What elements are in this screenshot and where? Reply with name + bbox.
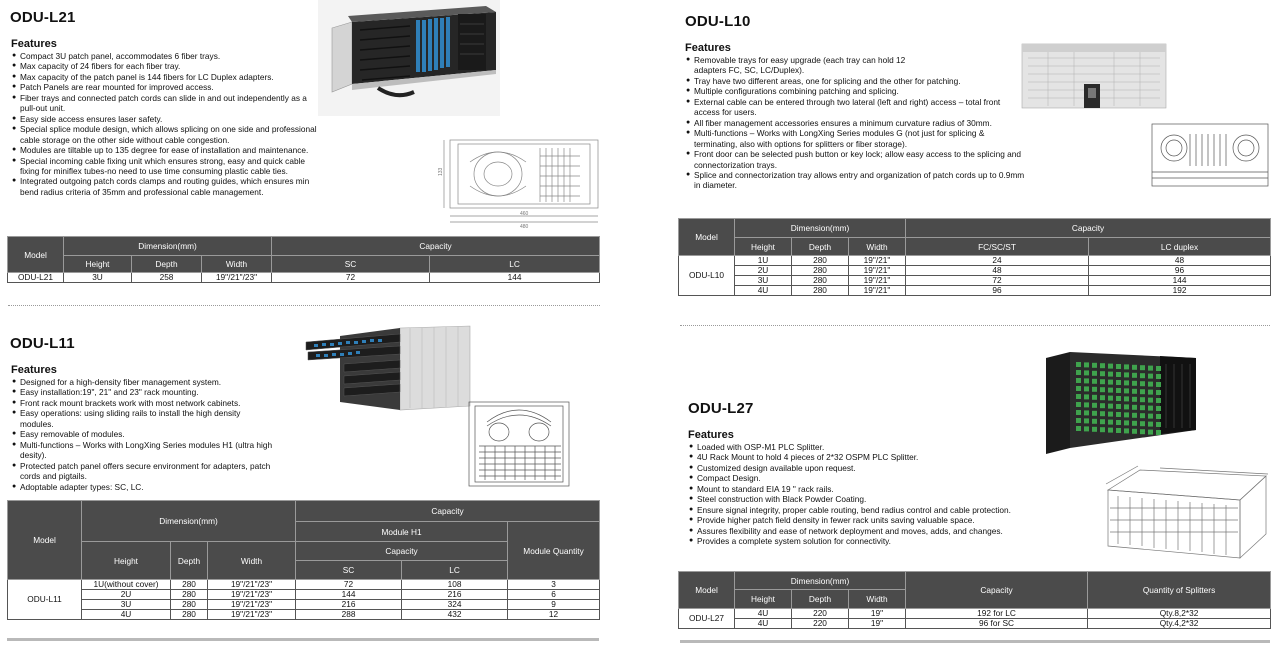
cell-lc: 216: [402, 590, 508, 600]
adapter-mark: [1092, 411, 1097, 416]
col-lc: LC: [430, 256, 600, 273]
adapter-mark: [1116, 396, 1121, 401]
adapter-mark: [1076, 378, 1081, 383]
l11-features-list: [12, 377, 274, 492]
cell-sc: 288: [296, 610, 402, 620]
feature-item: ● Designed for a high-density fiber management system.: [12, 377, 274, 387]
adapter-mark: [1148, 382, 1153, 387]
col-capacity: Capacity: [906, 219, 1271, 238]
adapter-mark: [1148, 406, 1153, 411]
l10-features-title: Features: [685, 42, 731, 54]
table-row: [8, 273, 600, 283]
col-height: Height: [64, 256, 132, 273]
l27-features-list: [689, 442, 1049, 547]
col-depth: Depth: [792, 238, 849, 256]
feature-item: ● Multi-functions – Works with LongXing Series modules H1 (ultra high desity).: [12, 440, 274, 461]
feature-item: ● Fiber trays and connected patch cords can slide in and out independently as a pull-out unit.: [12, 93, 320, 114]
col-dimension: Dimension(mm): [735, 572, 906, 590]
adapter-mark: [1084, 386, 1089, 391]
feature-item: ● Special incoming cable fixing unit which ensures strong, easy and quick cable fixing for miniflex tubes-no need to use time consuming plastic cable ties.: [12, 156, 320, 177]
adapter-mark: [1100, 419, 1105, 424]
adapter-mark: [1124, 420, 1129, 425]
cell-lc: 144: [430, 273, 600, 283]
col-dimension: Dimension(mm): [735, 219, 906, 238]
cell-lc: 432: [402, 610, 508, 620]
col-width: Width: [849, 590, 906, 609]
cell-depth: 280: [171, 590, 208, 600]
adapter-mark: [1108, 396, 1113, 401]
adapter-mark: [1100, 427, 1105, 432]
col-capacity: Capacity: [906, 572, 1088, 609]
cell-model: ODU-L21: [8, 273, 64, 283]
adapter-mark: [1116, 364, 1121, 369]
adapter-mark: [1084, 410, 1089, 415]
cell-height: 4U: [735, 286, 792, 296]
cell-depth: 220: [792, 609, 849, 619]
feature-item: ● Removable trays for easy upgrade (each tray can hold 12 adapters FC, SC, LC/Duplex).: [686, 55, 936, 76]
adapter-mark: [1092, 363, 1097, 368]
adapter-mark: [1148, 422, 1153, 427]
adapter-mark: [1156, 406, 1161, 411]
feature-item: ● Provide higher patch field density in fewer rack units saving valuable space.: [689, 515, 1049, 525]
cell-sc: 144: [296, 590, 402, 600]
l10-features-list: [686, 55, 1036, 191]
adapter-mark: [1148, 430, 1153, 435]
cell-fc: 96: [906, 286, 1089, 296]
adapter-mark: [1108, 412, 1113, 417]
col-width: Width: [849, 238, 906, 256]
table-row: [679, 266, 1271, 276]
adapter-mark: [1108, 364, 1113, 369]
adapter-mark: [1140, 421, 1145, 426]
cell-height: 3U: [82, 600, 171, 610]
cell-depth: 280: [171, 600, 208, 610]
adapter-mark: [1140, 381, 1145, 386]
adapter-mark: [1116, 420, 1121, 425]
col-lc: LC duplex: [1089, 238, 1271, 256]
l10-product-photo: [1018, 40, 1170, 112]
adapter-mark: [1108, 388, 1113, 393]
feature-item: ● External cable can be entered through two lateral (left and right) access – total front access for users.: [686, 97, 1021, 118]
adapter-mark: [1124, 404, 1129, 409]
cell-height: 2U: [735, 266, 792, 276]
cell-qty: 9: [508, 600, 600, 610]
cell-width: 19"/21"/23": [208, 590, 296, 600]
feature-item: ● Mount to standard EIA 19 " rack rails.: [689, 484, 1049, 494]
col-height: Height: [735, 238, 792, 256]
adapter-mark: [1132, 421, 1137, 426]
feature-item: ● Modules are tiltable up to 135 degree for ease of installation and maintenance.: [12, 145, 320, 155]
l21-title: ODU-L21: [10, 9, 76, 26]
cell-fc: 72: [906, 276, 1089, 286]
feature-item: ● Protected patch panel offers secure environment for adapters, patch cords and pigtails.: [12, 461, 274, 482]
adapter-mark: [1156, 422, 1161, 427]
adapter-mark: [1156, 390, 1161, 395]
cell-lc: 108: [402, 580, 508, 590]
cell-width: 19"/21": [849, 286, 906, 296]
cell-qty: 12: [508, 610, 600, 620]
l11-title: ODU-L11: [10, 335, 75, 352]
adapter-mark: [1108, 420, 1113, 425]
cell-lc: 144: [1089, 276, 1271, 286]
cell-qty: 3: [508, 580, 600, 590]
page-footer-bar: [7, 638, 599, 641]
adapter-mark: [1092, 379, 1097, 384]
cell-depth: 280: [792, 266, 849, 276]
col-fc: FC/SC/ST: [906, 238, 1089, 256]
feature-item: ● Special splice module design, which allows splicing on one side and professional cable storage on the other side without cable congestion.: [12, 124, 320, 145]
feature-item: ● Loaded with OSP-M1 PLC Splitter.: [689, 442, 1049, 452]
adapter-mark: [1084, 426, 1089, 431]
cell-sc: 216: [296, 600, 402, 610]
adapter-mark: [1132, 397, 1137, 402]
section-divider: [8, 305, 600, 306]
adapter-mark: [1100, 411, 1105, 416]
table-row: [679, 276, 1271, 286]
cell-depth: 220: [792, 619, 849, 629]
cell-depth: 280: [792, 276, 849, 286]
adapter-mark: [1116, 428, 1121, 433]
cell-depth: 258: [132, 273, 202, 283]
col-lc: LC: [402, 561, 508, 580]
cell-width: 19"/21"/23": [208, 600, 296, 610]
adapter-mark: [1100, 403, 1105, 408]
adapter-mark: [1156, 414, 1161, 419]
adapter-mark: [1076, 386, 1081, 391]
adapter-mark: [1116, 412, 1121, 417]
adapter-mark: [1076, 362, 1081, 367]
col-height: Height: [735, 590, 792, 609]
cell-sc: 72: [272, 273, 430, 283]
adapter-mark: [1108, 404, 1113, 409]
adapter-mark: [1124, 412, 1129, 417]
cell-qty: Qty.4,2*32: [1088, 619, 1271, 629]
feature-item: ● Customized design available upon request.: [689, 463, 1049, 473]
col-width: Width: [208, 542, 296, 580]
col-module-quantity: Module Quantity: [508, 522, 600, 580]
adapter-mark: [1140, 365, 1145, 370]
feature-item: ● Easy operations: using sliding rails to install the high density modules.: [12, 408, 274, 429]
cell-width: 19": [849, 619, 906, 629]
feature-item: ● Adoptable adapter types: SC, LC.: [12, 482, 274, 492]
adapter-mark: [1148, 398, 1153, 403]
cell-sc: 72: [296, 580, 402, 590]
table-row: [679, 619, 1271, 629]
adapter-mark: [1124, 396, 1129, 401]
col-capacity-sub: Capacity: [296, 542, 508, 561]
feature-item: ● Provides a complete system solution for connectivity.: [689, 536, 1049, 546]
adapter-mark: [1076, 370, 1081, 375]
l27-technical-drawing: [1100, 464, 1270, 564]
adapter-mark: [1108, 428, 1113, 433]
cell-fc: 24: [906, 256, 1089, 266]
table-row: [679, 286, 1271, 296]
feature-item: ● Tray have two different areas, one for splicing and the other for patching.: [686, 76, 1036, 86]
adapter-mark: [1140, 405, 1145, 410]
adapter-mark: [1092, 427, 1097, 432]
feature-item: ● Steel construction with Black Powder Coating.: [689, 494, 1049, 504]
cell-qty: Qty.8,2*32: [1088, 609, 1271, 619]
adapter-mark: [1116, 380, 1121, 385]
adapter-mark: [1140, 413, 1145, 418]
cell-capacity: 96 for SC: [906, 619, 1088, 629]
adapter-mark: [1084, 418, 1089, 423]
adapter-mark: [1076, 426, 1081, 431]
cell-width: 19": [849, 609, 906, 619]
col-model: Model: [679, 572, 735, 609]
cell-depth: 280: [792, 256, 849, 266]
l27-product-photo: [1040, 350, 1200, 460]
cell-model: ODU-L11: [8, 580, 82, 620]
l21-spec-table: [7, 236, 600, 283]
cell-depth: 280: [171, 610, 208, 620]
feature-item: ● Easy side access ensures laser safety.: [12, 114, 320, 124]
adapter-mark: [1132, 365, 1137, 370]
adapter-mark: [1148, 390, 1153, 395]
adapter-mark: [1132, 389, 1137, 394]
table-row: [8, 610, 600, 620]
feature-item: ● Easy removable of modules.: [12, 429, 274, 439]
adapter-mark: [1148, 414, 1153, 419]
adapter-mark: [1156, 382, 1161, 387]
adapter-mark: [1092, 395, 1097, 400]
cell-lc: 96: [1089, 266, 1271, 276]
l27-spec-table: [678, 571, 1271, 629]
page-footer-bar: [680, 640, 1270, 643]
l21-technical-drawing: [440, 132, 608, 230]
col-model: Model: [8, 237, 64, 273]
l10-technical-drawing: [1150, 120, 1270, 190]
l10-title: ODU-L10: [685, 13, 751, 30]
adapter-mark: [1100, 379, 1105, 384]
adapter-mark: [1140, 429, 1145, 434]
adapter-mark: [1092, 371, 1097, 376]
col-height: Height: [82, 542, 171, 580]
l21-features-title: Features: [11, 38, 57, 50]
adapter-mark: [1156, 430, 1161, 435]
l11-product-photo: [300, 322, 475, 412]
section-divider: [680, 325, 1270, 326]
col-splitters: Quantity of Splitters: [1088, 572, 1271, 609]
feature-item: ● Front door can be selected push button or key lock; allow easy access to the splicing and connectorization trays.: [686, 149, 1036, 170]
cell-lc: 192: [1089, 286, 1271, 296]
cell-depth: 280: [792, 286, 849, 296]
cell-height: 3U: [64, 273, 132, 283]
adapter-mark: [1124, 372, 1129, 377]
feature-item: ● Assures flexibility and ease of network deployment and moves, adds, and changes.: [689, 526, 1049, 536]
l21-features-list: [12, 51, 320, 197]
feature-item: ● All fiber management accessories ensures a minimum curvature radius of 30mm.: [686, 118, 1036, 128]
cell-width: 19"/21": [849, 276, 906, 286]
cell-width: 19"/21": [849, 266, 906, 276]
adapter-mark: [1100, 387, 1105, 392]
feature-item: ● Ensure signal integrity, proper cable routing, bend radius control and cable protection.: [689, 505, 1049, 515]
feature-item: ● Multi-functions – Works with LongXing Series modules G (not just for splicing & terminating, also with options for splitters or fiber storage).: [686, 128, 1026, 149]
cell-height: 1U: [735, 256, 792, 266]
adapter-mark: [1092, 403, 1097, 408]
col-module: Module H1: [296, 522, 508, 542]
table-row: [8, 600, 600, 610]
adapter-mark: [1148, 366, 1153, 371]
feature-item: ● Multiple configurations combining patching and splicing.: [686, 86, 1036, 96]
feature-item: ● Splice and connectorization tray allows entry and organization of patch cords up to 0.9mm in diameter.: [686, 170, 1026, 191]
l27-title: ODU-L27: [688, 400, 754, 417]
adapter-mark: [1140, 373, 1145, 378]
adapter-mark: [1156, 398, 1161, 403]
adapter-mark: [1100, 395, 1105, 400]
feature-item: ● Max capacity of 24 fibers for each fiber tray.: [12, 61, 320, 71]
col-capacity: Capacity: [272, 237, 600, 256]
l21-product-photo: [318, 0, 500, 116]
adapter-mark: [1140, 397, 1145, 402]
cell-height: 4U: [735, 619, 792, 629]
col-depth: Depth: [171, 542, 208, 580]
cell-model: ODU-L10: [679, 256, 735, 296]
cell-lc: 48: [1089, 256, 1271, 266]
adapter-mark: [1132, 429, 1137, 434]
table-row: [679, 256, 1271, 266]
cell-height: 4U: [82, 610, 171, 620]
adapter-mark: [1132, 373, 1137, 378]
adapter-mark: [1132, 405, 1137, 410]
cell-width: 19"/21"/23": [202, 273, 272, 283]
adapter-mark: [1076, 418, 1081, 423]
adapter-mark: [1076, 402, 1081, 407]
cell-capacity: 192 for LC: [906, 609, 1088, 619]
adapter-mark: [1084, 362, 1089, 367]
cell-height: 4U: [735, 609, 792, 619]
feature-item: ● Easy installation:19", 21" and 23" rack mounting.: [12, 387, 274, 397]
adapter-mark: [1076, 394, 1081, 399]
adapter-mark: [1108, 372, 1113, 377]
adapter-mark: [1100, 371, 1105, 376]
feature-item: ● Patch Panels are rear mounted for improved access.: [12, 82, 320, 92]
l11-spec-table: [7, 500, 600, 620]
adapter-mark: [1124, 364, 1129, 369]
table-row: [8, 580, 600, 590]
feature-item: ● Compact 3U patch panel, accommodates 6 fiber trays.: [12, 51, 320, 61]
col-sc: SC: [296, 561, 402, 580]
l21-dim-height: 133: [438, 167, 444, 176]
col-sc: SC: [272, 256, 430, 273]
cell-model: ODU-L27: [679, 609, 735, 629]
cell-width: 19"/21": [849, 256, 906, 266]
col-model: Model: [8, 501, 82, 580]
col-depth: Depth: [132, 256, 202, 273]
adapter-mark: [1084, 402, 1089, 407]
adapter-mark: [1084, 394, 1089, 399]
adapter-mark: [1092, 419, 1097, 424]
adapter-mark: [1140, 389, 1145, 394]
cell-height: 1U(without cover): [82, 580, 171, 590]
feature-item: ● 4U Rack Mount to hold 4 pieces of 2*32 OSPM PLC Splitter.: [689, 452, 1049, 462]
cell-width: 19"/21"/23": [208, 580, 296, 590]
l21-dim-inner: 460: [520, 211, 529, 217]
feature-item: ● Compact Design.: [689, 473, 1049, 483]
cell-lc: 324: [402, 600, 508, 610]
feature-item: ● Front rack mount brackets work with most network cabinets.: [12, 398, 274, 408]
adapter-mark: [1124, 380, 1129, 385]
cell-fc: 48: [906, 266, 1089, 276]
adapter-mark: [1092, 387, 1097, 392]
adapter-mark: [1084, 378, 1089, 383]
cell-height: 3U: [735, 276, 792, 286]
col-dimension: Dimension(mm): [82, 501, 296, 542]
l10-spec-table: [678, 218, 1271, 296]
adapter-mark: [1116, 388, 1121, 393]
cell-width: 19"/21"/23": [208, 610, 296, 620]
adapter-mark: [1148, 374, 1153, 379]
adapter-mark: [1124, 388, 1129, 393]
adapter-mark: [1076, 410, 1081, 415]
adapter-mark: [1116, 404, 1121, 409]
l21-dim-outer: 480: [520, 224, 529, 230]
adapter-mark: [1100, 363, 1105, 368]
adapter-mark: [1156, 374, 1161, 379]
col-model: Model: [679, 219, 735, 256]
col-dimension: Dimension(mm): [64, 237, 272, 256]
l11-technical-drawing: [465, 396, 575, 492]
cell-height: 2U: [82, 590, 171, 600]
feature-item: ● Max capacity of the patch panel is 144 fibers for LC Duplex adapters.: [12, 72, 320, 82]
adapter-mark: [1116, 372, 1121, 377]
table-row: [679, 609, 1271, 619]
feature-item: ● Integrated outgoing patch cords clamps and routing guides, which ensures min bend radius criteria of 35mm and professional cable management.: [12, 176, 320, 197]
cell-depth: 280: [171, 580, 208, 590]
col-capacity: Capacity: [296, 501, 600, 522]
col-depth: Depth: [792, 590, 849, 609]
adapter-mark: [1132, 413, 1137, 418]
adapter-mark: [1084, 370, 1089, 375]
cell-qty: 6: [508, 590, 600, 600]
adapter-mark: [1124, 428, 1129, 433]
l11-features-title: Features: [11, 364, 57, 376]
adapter-mark: [1132, 381, 1137, 386]
adapter-mark: [1156, 366, 1161, 371]
table-row: [8, 590, 600, 600]
adapter-mark: [1108, 380, 1113, 385]
col-width: Width: [202, 256, 272, 273]
l27-features-title: Features: [688, 429, 734, 441]
